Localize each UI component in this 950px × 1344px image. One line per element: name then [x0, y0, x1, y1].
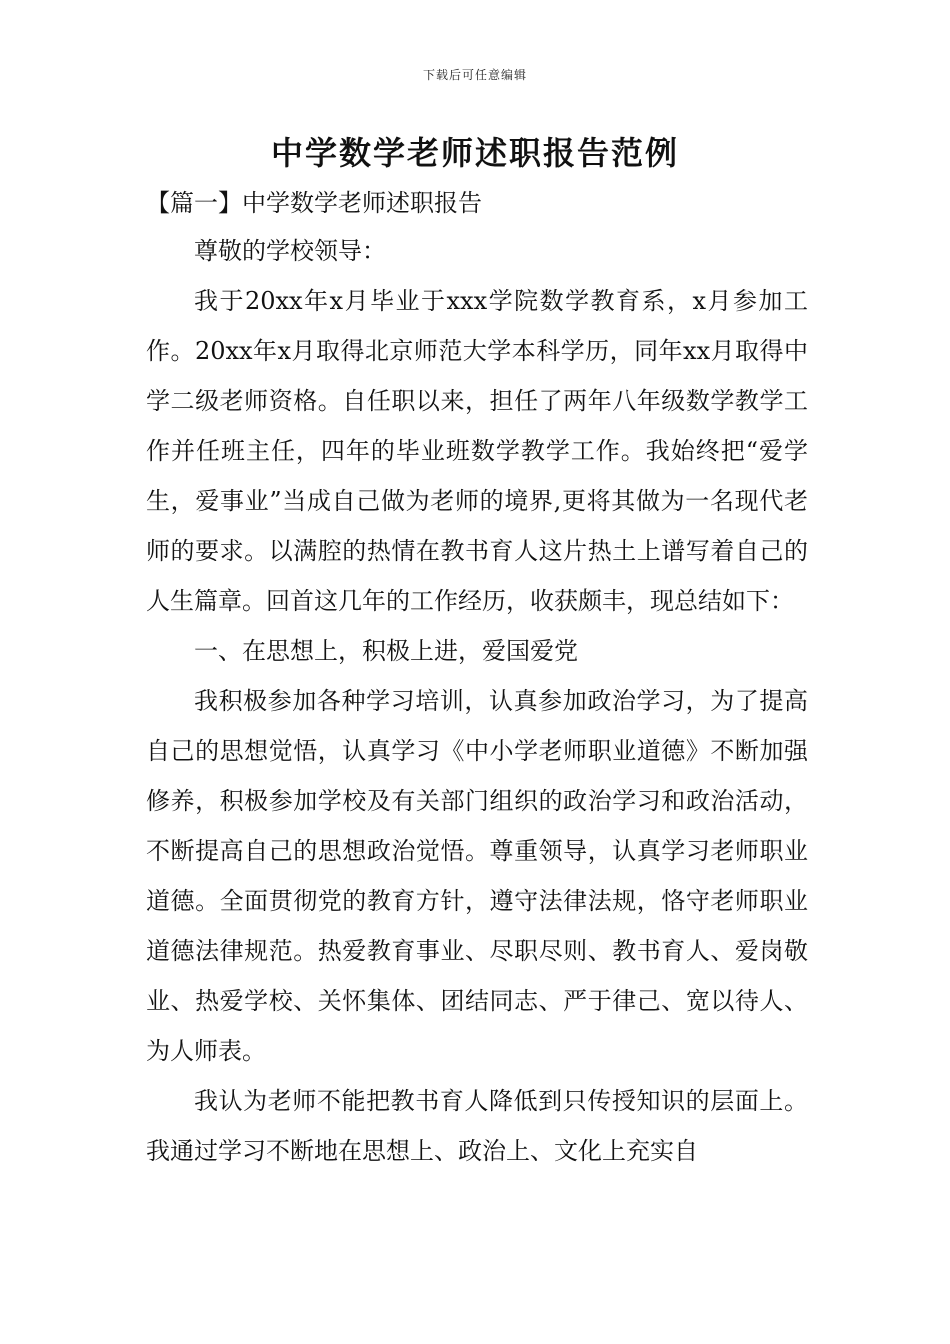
- document-body: [146, 226, 808, 1176]
- document-title: 中学数学老师述职报告范例: [270, 134, 679, 172]
- subheading-ideology: 一、在思想上，积极上进，爱国爱党: [194, 637, 578, 665]
- paragraph-teacher-role: 我认为老师不能把教书育人降低到只传授知识的层面上。我通过学习不断地在思想上、政治上、文化上充实自: [146, 1087, 808, 1165]
- salutation: 尊敬的学校领导：: [194, 237, 386, 265]
- paragraph-intro: 我于20xx年x月毕业于xxx学院数学教育系，x月参加工作。20xx年x月取得北京师范大学本科学历，同年xx月取得中学二级老师资格。自任职以来，担任了两年八年级数学教学工作并任班主任，四年的毕业班数学教学工作。我始终把“爱学生，爱事业”当成自己做为老师的境界,更将其做为一名现代老师的要求。以满腔的热情在教书育人这片热土上谱写着自己的人生篇章。回首这几年的工作经历，收获颇丰，现总结如下：: [146, 287, 808, 615]
- header-note: 下载后可任意编辑: [422, 68, 527, 82]
- paragraph-study: 我积极参加各种学习培训，认真参加政治学习，为了提高自己的思想觉悟，认真学习《中小学老师职业道德》不断加强修养，积极参加学校及有关部门组织的政治学习和政治活动，不断提高自己的思想政治觉悟。尊重领导，认真学习老师职业道德。全面贯彻党的教育方针，遵守法律法规，恪守老师职业道德法律规范。热爱教育事业、尽职尽则、教书育人、爱岗敬业、热爱学校、关怀集体、团结同志、严于律己、宽以待人、为人师表。: [146, 687, 808, 1065]
- section-heading: 【篇一】中学数学老师述职报告: [146, 189, 482, 217]
